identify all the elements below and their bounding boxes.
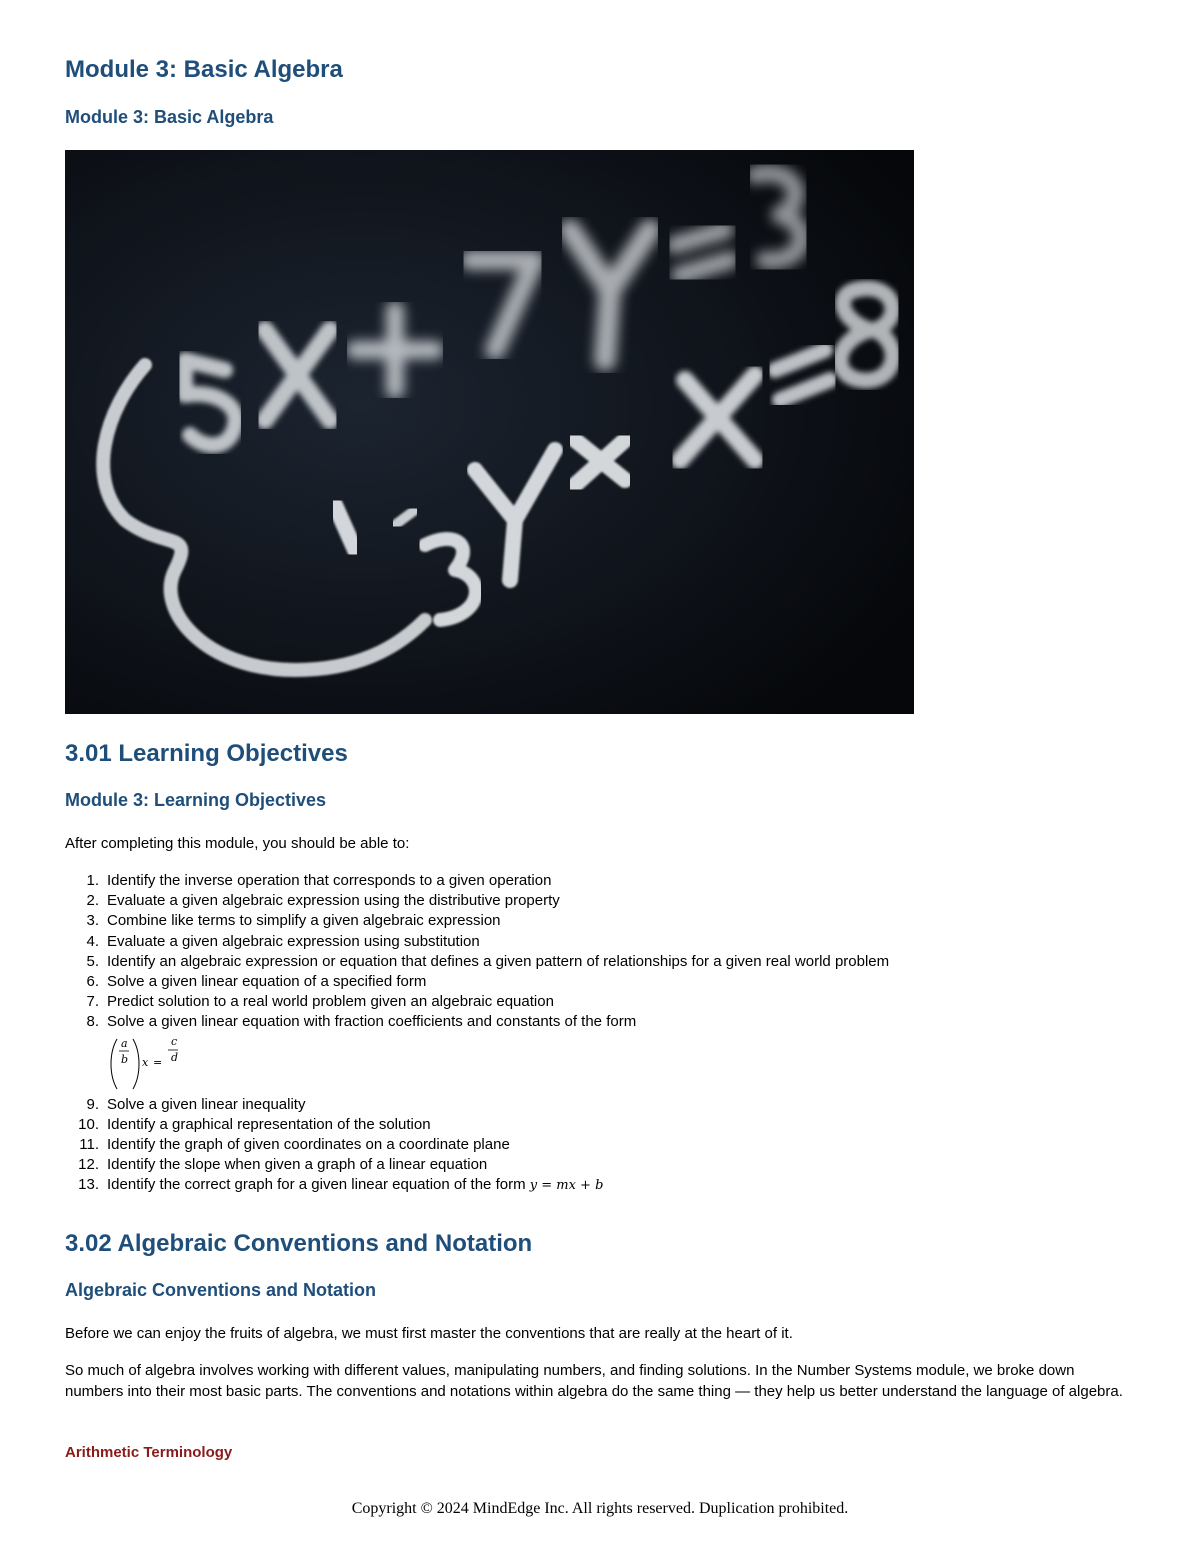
objective-item: 13. Identify the correct graph for a given linear equation of the form y = mx + b bbox=[78, 1176, 604, 1194]
objective-item: 6. Solve a given linear equation of a specified form bbox=[86, 973, 427, 991]
objective-item: 9. Solve a given linear inequality bbox=[86, 1095, 306, 1113]
formula-slope-intercept: y = mx + b bbox=[529, 1178, 604, 1194]
objective-item: 2. Evaluate a given algebraic expression using the distributive property bbox=[86, 892, 560, 910]
formula-fraction-equation bbox=[107, 1033, 889, 1095]
objective-item: 10. Identify a graphical representation of the solution bbox=[78, 1115, 431, 1133]
objective-item: 5. Identify an algebraic expression or equation that defines a given pattern of relationships for a given real world problem bbox=[86, 952, 890, 970]
hero-image-chalkboard bbox=[65, 150, 914, 714]
objectives-list bbox=[65, 871, 889, 1197]
objective-item: 4. Evaluate a given algebraic expression using substitution bbox=[86, 932, 480, 950]
section-302-title: 3.02 Algebraic Conventions and Notation bbox=[65, 1230, 533, 1257]
objectives-intro: After completing this module, you should be able to: bbox=[65, 835, 410, 852]
chalkboard-illustration bbox=[65, 150, 914, 714]
copyright-footer: Copyright © 2024 MindEdge Inc. All rights reserved. Duplication prohibited. bbox=[351, 1500, 849, 1517]
paragraph-intro: Before we can enjoy the fruits of algebra, we must first master the conventions that are really at the heart of it. bbox=[65, 1325, 793, 1342]
paragraph-body: So much of algebra involves working with different values, manipulating numbers, and finding solutions. In the Number Systems module, we broke down numbers into their most basic parts. The conventions and notations within algebra do the same thing — they help us better understand the language of algebra. bbox=[65, 1362, 1123, 1400]
formula-x: x bbox=[142, 1055, 149, 1069]
formula-d: d bbox=[171, 1050, 179, 1064]
module-title: Module 3: Basic Algebra bbox=[65, 56, 343, 83]
arithmetic-terminology-heading: Arithmetic Terminology bbox=[65, 1444, 233, 1461]
section-301-subtitle: Module 3: Learning Objectives bbox=[65, 790, 327, 810]
formula-b: b bbox=[121, 1052, 129, 1066]
objective-item: 1. Identify the inverse operation that corresponds to a given operation bbox=[86, 872, 552, 889]
section-301-title: 3.01 Learning Objectives bbox=[65, 740, 348, 767]
objective-item: 11. Identify the graph of given coordinates on a coordinate plane bbox=[79, 1136, 510, 1154]
formula-c: c bbox=[171, 1034, 178, 1048]
formula-equals: = bbox=[153, 1055, 163, 1069]
module-subtitle: Module 3: Basic Algebra bbox=[65, 107, 274, 127]
objective-item: 8. Solve a given linear equation with fraction coefficients and constants of the form bbox=[86, 1013, 637, 1031]
objective-item: 12. Identify the slope when given a graph of a linear equation bbox=[78, 1156, 488, 1174]
objective-item: 7. Predict solution to a real world problem given an algebraic equation bbox=[86, 993, 554, 1011]
formula-a: a bbox=[121, 1036, 128, 1050]
section-302-subtitle: Algebraic Conventions and Notation bbox=[65, 1280, 377, 1300]
objective-item: 3. Combine like terms to simplify a given algebraic expression bbox=[86, 912, 501, 930]
